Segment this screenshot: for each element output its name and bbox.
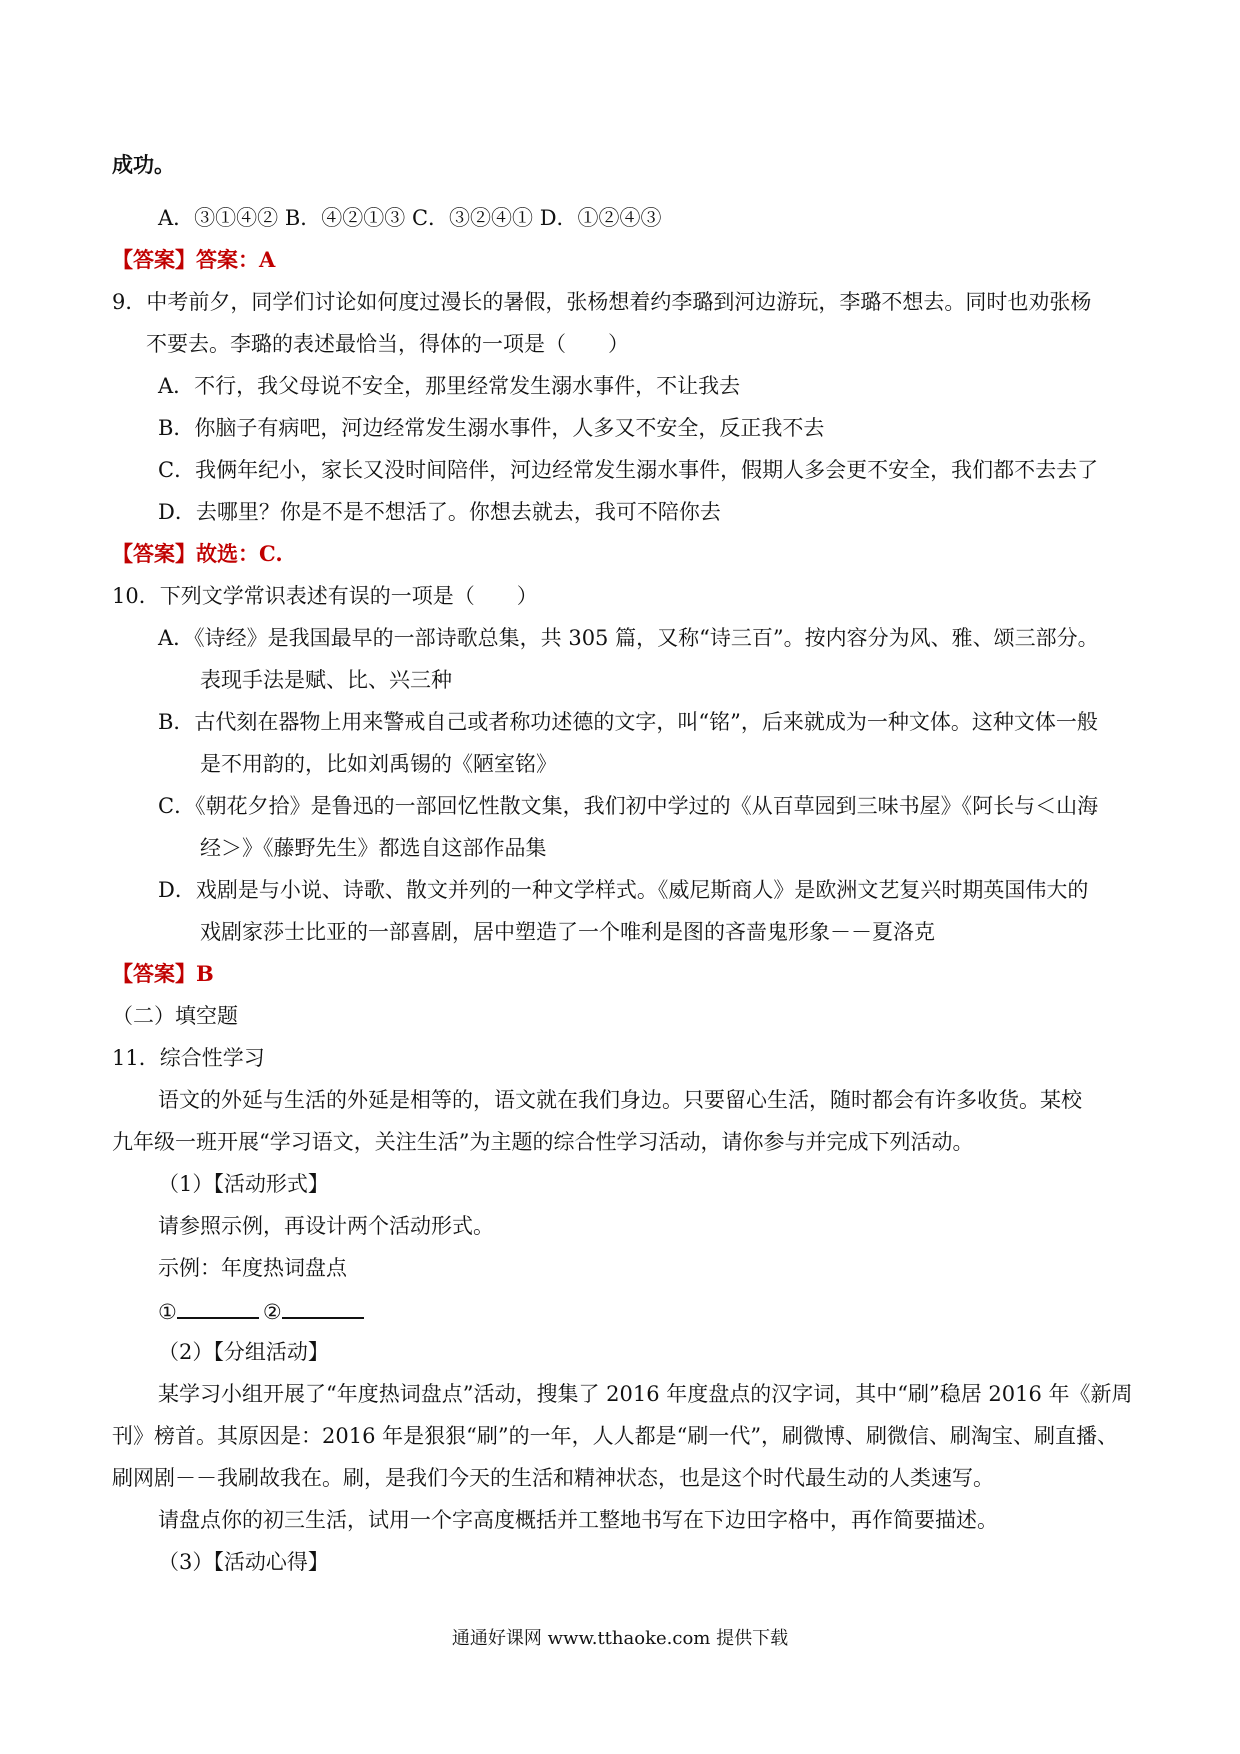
answer-line: 【答案】B	[112, 961, 214, 986]
paragraph-line: 刷网剧－－我刷故我在。刷，是我们今天的生活和精神状态，也是这个时代最生动的人类速写。	[112, 1466, 994, 1490]
paragraph-line: 请参照示例，再设计两个活动形式。	[158, 1214, 494, 1238]
question-9: 9．中考前夕，同学们讨论如何度过漫长的暑假，张杨想着约李璐到河边游玩，李璐不想去。同时也劝张杨	[112, 290, 1092, 314]
question-9-cont: 不要去。李璐的表述最恰当，得体的一项是（ ）	[146, 332, 629, 356]
answer-blank-1[interactable]	[177, 1295, 259, 1319]
question-10: 10．下列文学常识表述有误的一项是（ ）	[112, 584, 538, 608]
option-a: A．不行，我父母说不安全，那里经常发生溺水事件，不让我去	[158, 374, 741, 398]
option-c: C．我俩年纪小，家长又没时间陪伴，河边经常发生溺水事件，假期人多会更不安全，我们都不去去了	[158, 458, 1099, 482]
answer-line: 【答案】故选：C.	[112, 541, 283, 566]
answer-line: 【答案】答案：A	[112, 247, 276, 272]
option-c: C．《朝花夕拾》是鲁迅的一部回忆性散文集，我们初中学过的《从百草园到三味书屋》《阿长与＜山海	[158, 794, 1099, 818]
paragraph-line: 请盘点你的初三生活，试用一个字高度概括并工整地书写在下边田字格中，再作简要描述。	[158, 1508, 998, 1532]
section-heading: （二）填空题	[112, 1004, 238, 1028]
fill-blank-line	[158, 1295, 368, 1327]
page-footer: 通通好课网 www.tthaoke.com 提供下载	[451, 1628, 789, 1649]
option-line: A．③①④② B．④②①③ C．③②④① D．①②④③	[158, 206, 662, 230]
option-a-cont: 表现手法是赋、比、兴三种	[200, 668, 452, 692]
text-line: 成功。	[112, 152, 175, 177]
option-b: B．古代刻在器物上用来警戒自己或者称功述德的文字，叫“铭”，后来就成为一种文体。这种文体一般	[158, 710, 1098, 734]
paragraph-line: 九年级一班开展“学习语文，关注生活”为主题的综合性学习活动，请你参与并完成下列活动。	[112, 1130, 974, 1154]
option-b: B．你脑子有病吧，河边经常发生溺水事件，人多又不安全，反正我不去	[158, 416, 825, 440]
sub-heading: （1）【活动形式】	[158, 1172, 329, 1196]
option-d-cont: 戏剧家莎士比亚的一部喜剧，居中塑造了一个唯利是图的吝啬鬼形象－－夏洛克	[200, 920, 935, 944]
blank-marker-2: ②	[262, 1300, 282, 1324]
paragraph-line: 某学习小组开展了“年度热词盘点”活动，搜集了 2016 年度盘点的汉字词，其中“刷”稳居 2016 年《新周	[158, 1382, 1133, 1406]
option-b-cont: 是不用韵的，比如刘禹锡的《陋室铭》	[200, 752, 557, 776]
answer-blank-2[interactable]	[282, 1295, 364, 1319]
paragraph-line: 示例：年度热词盘点	[158, 1256, 347, 1280]
sub-heading: （2）【分组活动】	[158, 1340, 329, 1364]
option-d: D．戏剧是与小说、诗歌、散文并列的一种文学样式。《威尼斯商人》是欧洲文艺复兴时期英国伟大的	[158, 878, 1089, 902]
question-11: 11．综合性学习	[112, 1046, 265, 1070]
sub-heading: （3）【活动心得】	[158, 1550, 329, 1574]
option-a: A．《诗经》是我国最早的一部诗歌总集，共 305 篇，又称“诗三百”。按内容分为风、雅、颂三部分。	[158, 626, 1099, 650]
blank-marker-1: ①	[158, 1300, 177, 1324]
option-c-cont: 经＞》《藤野先生》都选自这部作品集	[200, 836, 547, 860]
paragraph-line: 刊》榜首。其原因是：2016 年是狠狠“刷”的一年，人人都是“刷一代”，刷微博、刷微信、刷淘宝、刷直播、	[112, 1424, 1119, 1448]
paragraph-line: 语文的外延与生活的外延是相等的，语文就在我们身边。只要留心生活，随时都会有许多收货。某校	[158, 1088, 1082, 1112]
option-d: D．去哪里？你是不是不想活了。你想去就去，我可不陪你去	[158, 500, 721, 524]
